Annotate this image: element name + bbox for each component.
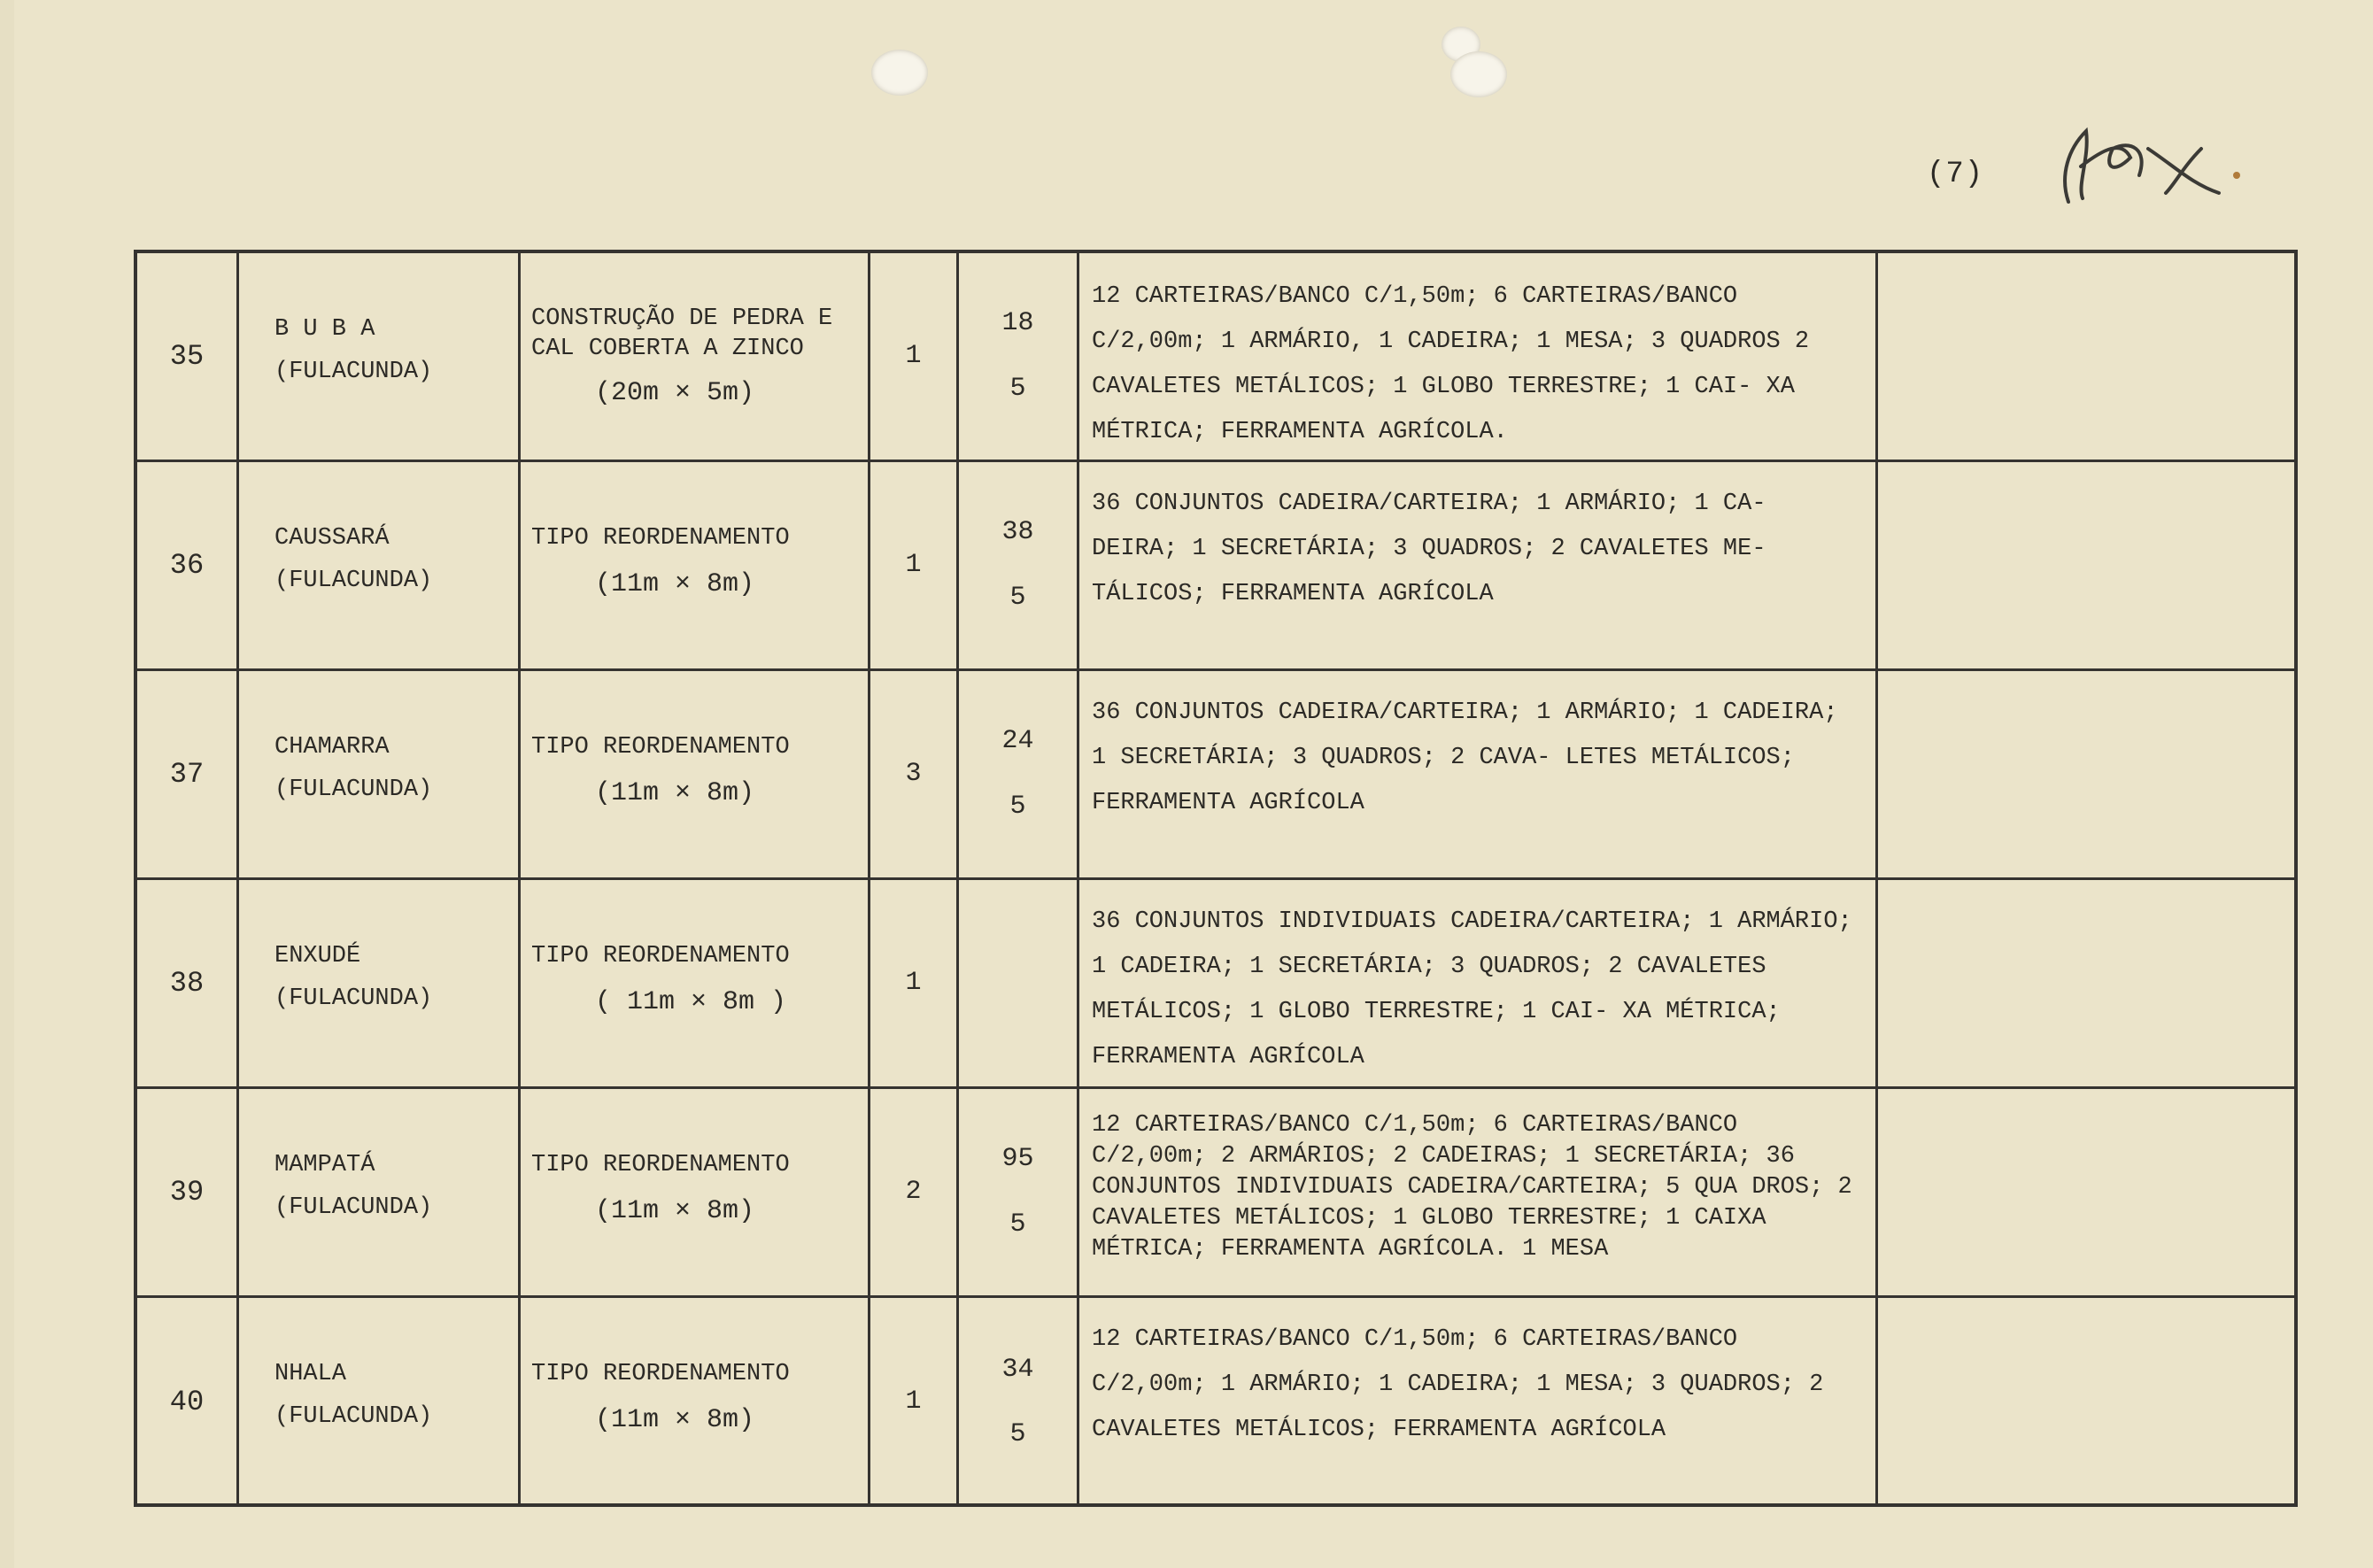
- locality-name: CHAMARRA: [274, 734, 390, 761]
- locality-name: CAUSSARÁ: [274, 525, 390, 552]
- punch-hole: [871, 50, 928, 96]
- row-number: 37: [137, 671, 239, 877]
- building-description: TIPO REORDENAMENTO: [531, 525, 790, 552]
- building-type: [521, 1089, 870, 1295]
- locality: [239, 1298, 521, 1507]
- building-type: [521, 1298, 870, 1507]
- locality: [239, 671, 521, 877]
- punch-hole: [1450, 51, 1507, 97]
- equipment-list: 12 CARTEIRAS/BANCO C/1,50m; 6 CARTEIRAS/BANCO C/2,00m; 1 ARMÁRIO, 1 CADEIRA; 1 MESA; 3 QUADROS 2 CAVALETES METÁLICOS; 1 GLOBO TERRESTRE; 1 CAI- XA MÉTRICA; FERRAMENTA AGRÍCOLA.: [1079, 253, 1878, 460]
- pupils: [959, 1298, 1079, 1507]
- handwritten-initials: [2051, 113, 2254, 211]
- row-number: 39: [137, 1089, 239, 1295]
- schools-table: [134, 250, 2298, 1507]
- pupils-count: 95: [1001, 1144, 1034, 1174]
- pupils: [959, 253, 1079, 460]
- table-row: [137, 671, 2294, 880]
- locality-region: (FULACUNDA): [274, 567, 433, 594]
- observations: [1878, 462, 2294, 668]
- locality-name: MAMPATÁ: [274, 1152, 375, 1178]
- pupils: [959, 671, 1079, 877]
- pupils: [959, 1089, 1079, 1295]
- building-dimensions: (11m × 8m): [595, 568, 755, 599]
- table-row: [137, 253, 2294, 462]
- locality-region: (FULACUNDA): [274, 358, 433, 385]
- equipment-list: 12 CARTEIRAS/BANCO C/1,50m; 6 CARTEIRAS/BANCO C/2,00m; 2 ARMÁRIOS; 2 CADEIRAS; 1 SECRETÁRIA; 36 CONJUNTOS INDIVIDUAIS CADEIRA/CARTEIRA; 5 QUA DROS; 2 CAVALETES METÁLICOS; 1 GLOBO TERRESTRE; 1 CAIXA MÉTRICA; FERRAMENTA AGRÍCOLA. 1 MESA: [1079, 1089, 1878, 1295]
- building-description: TIPO REORDENAMENTO: [531, 734, 790, 761]
- locality: [239, 1089, 521, 1295]
- locality-name: B U B A: [274, 316, 375, 343]
- observations: [1878, 253, 2294, 460]
- pupils-class: 5: [1009, 582, 1026, 613]
- pupils-count: 38: [1001, 517, 1034, 547]
- classroom-count: 1: [870, 1298, 959, 1507]
- row-number: 36: [137, 462, 239, 668]
- building-description: CONSTRUÇÃO DE PEDRA E CAL COBERTA A ZINCO: [531, 305, 833, 362]
- table-row: [137, 462, 2294, 671]
- observations: [1878, 1089, 2294, 1295]
- pupils-class: 5: [1009, 1419, 1026, 1449]
- pupils-count: 24: [1001, 726, 1034, 756]
- pupils: [959, 880, 1079, 1086]
- building-description: TIPO REORDENAMENTO: [531, 943, 790, 969]
- observations: [1878, 671, 2294, 877]
- building-dimensions: (11m × 8m): [595, 777, 755, 808]
- observations: [1878, 1298, 2294, 1507]
- locality-name: NHALA: [274, 1361, 347, 1387]
- building-description: TIPO REORDENAMENTO: [531, 1361, 790, 1387]
- table-row: [137, 880, 2294, 1089]
- building-type: [521, 880, 870, 1086]
- equipment-list: 36 CONJUNTOS INDIVIDUAIS CADEIRA/CARTEIRA; 1 ARMÁRIO; 1 CADEIRA; 1 SECRETÁRIA; 3 QUADROS; 2 CAVALETES METÁLICOS; 1 GLOBO TERRESTRE; 1 CAI- XA MÉTRICA; FERRAMENTA AGRÍCOLA: [1079, 880, 1878, 1086]
- locality: [239, 462, 521, 668]
- classroom-count: 1: [870, 880, 959, 1086]
- equipment-list: 12 CARTEIRAS/BANCO C/1,50m; 6 CARTEIRAS/BANCO C/2,00m; 1 ARMÁRIO; 1 CADEIRA; 1 MESA; 3 QUADROS; 2 CAVALETES METÁLICOS; FERRAMENTA AGRÍCOLA: [1079, 1298, 1878, 1507]
- locality: [239, 880, 521, 1086]
- building-dimensions: (11m × 8m): [595, 1404, 755, 1435]
- pupils-count: 34: [1001, 1354, 1034, 1385]
- building-type: [521, 253, 870, 460]
- building-dimensions: (11m × 8m): [595, 1195, 755, 1226]
- table-row: [137, 1298, 2294, 1507]
- classroom-count: 1: [870, 253, 959, 460]
- row-number: 40: [137, 1298, 239, 1507]
- pupils-class: 5: [1009, 373, 1026, 404]
- building-description: TIPO REORDENAMENTO: [531, 1152, 790, 1178]
- pupils-class: 5: [1009, 1209, 1026, 1240]
- pupils-class: 5: [1009, 791, 1026, 822]
- locality: [239, 253, 521, 460]
- locality-region: (FULACUNDA): [274, 1402, 433, 1430]
- locality-region: (FULACUNDA): [274, 985, 433, 1012]
- building-type: [521, 462, 870, 668]
- observations: [1878, 880, 2294, 1086]
- row-number: 38: [137, 880, 239, 1086]
- classroom-count: 2: [870, 1089, 959, 1295]
- locality-name: ENXUDÉ: [274, 943, 361, 969]
- pupils-count: 18: [1001, 308, 1034, 338]
- locality-region: (FULACUNDA): [274, 1193, 433, 1221]
- pupils: [959, 462, 1079, 668]
- equipment-list: 36 CONJUNTOS CADEIRA/CARTEIRA; 1 ARMÁRIO; 1 CA- DEIRA; 1 SECRETÁRIA; 3 QUADROS; 2 CAVALETES ME- TÁLICOS; FERRAMENTA AGRÍCOLA: [1079, 462, 1878, 668]
- table-row: [137, 1089, 2294, 1298]
- building-type: [521, 671, 870, 877]
- equipment-list: 36 CONJUNTOS CADEIRA/CARTEIRA; 1 ARMÁRIO; 1 CADEIRA; 1 SECRETÁRIA; 3 QUADROS; 2 CAVA- LETES METÁLICOS; FERRAMENTA AGRÍCOLA: [1079, 671, 1878, 877]
- classroom-count: 1: [870, 462, 959, 668]
- document-page: [14, 0, 2373, 1568]
- classroom-count: 3: [870, 671, 959, 877]
- locality-region: (FULACUNDA): [274, 776, 433, 803]
- page-number: (7): [1927, 158, 1984, 191]
- building-dimensions: ( 11m × 8m ): [595, 986, 787, 1017]
- building-dimensions: (20m × 5m): [595, 377, 755, 408]
- row-number: 35: [137, 253, 239, 460]
